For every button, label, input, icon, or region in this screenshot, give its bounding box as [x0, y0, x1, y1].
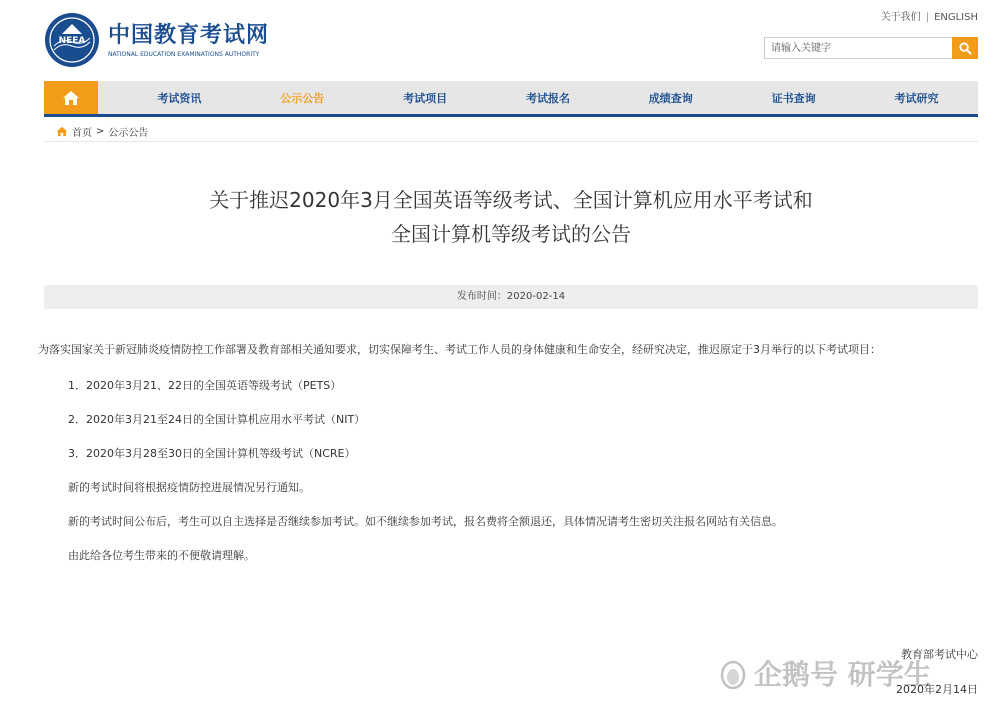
nav-item-announcements[interactable]: 公示公告: [280, 91, 325, 105]
svg-text:NEEA: NEEA: [58, 36, 86, 46]
main-nav: [44, 81, 978, 117]
top-links: [881, 8, 978, 23]
top-links-separator: |: [925, 12, 930, 23]
nav-item-exam-news[interactable]: 考试资讯: [157, 91, 202, 105]
search-icon: [959, 42, 972, 55]
site-logo[interactable]: [44, 12, 269, 68]
breadcrumb-current-link[interactable]: 公示公告: [108, 128, 149, 139]
about-us-link[interactable]: 关于我们: [880, 12, 921, 23]
publish-time-bar: [44, 285, 978, 309]
signature-date: 2020年2月14日: [896, 683, 978, 696]
search-box: [764, 37, 978, 59]
article-title-line2: 全国计算机等级考试的公告: [391, 222, 631, 246]
search-button[interactable]: [952, 37, 978, 59]
article-paragraph-apology: 由此给各位考生带来的不便敬请理解。: [68, 549, 255, 562]
article-paragraph-refund: 新的考试时间公布后，考生可以自主选择是否继续参加考试。如不继续参加考试，报名费将全额退还，具体情况请考生密切关注报名网站有关信息。: [68, 515, 783, 528]
penguin-icon: [718, 657, 748, 689]
article-title-line1: 关于推迟2020年3月全国英语等级考试、全国计算机应用水平考试和: [209, 188, 813, 212]
breadcrumb-home-link[interactable]: 首页: [72, 128, 92, 139]
logo-title-cn: 中国教育考试网: [108, 22, 270, 48]
nav-items: [98, 81, 978, 114]
article-title: [44, 183, 978, 251]
signature-org: 教育部考试中心: [901, 648, 978, 661]
home-icon: [62, 90, 80, 106]
publish-time: 发布时间：2020-02-14: [456, 291, 566, 302]
article-body: [38, 336, 988, 564]
nav-item-score-query[interactable]: 成绩查询: [648, 91, 693, 105]
breadcrumb-divider: [44, 141, 978, 142]
exam-item-1: 1．2020年3月21、22日的全国英语等级考试（PETS）: [68, 379, 342, 392]
article-paragraph-notice: 新的考试时间将根据疫情防控进展情况另行通知。: [68, 481, 310, 494]
exam-item-2: 2．2020年3月21至24日的全国计算机应用水平考试（NIT）: [68, 413, 366, 426]
neea-emblem-icon: [44, 12, 100, 68]
breadcrumb-separator: >: [96, 126, 105, 137]
nav-item-certificate-query[interactable]: 证书查询: [771, 91, 816, 105]
nav-item-exam-research[interactable]: 考试研究: [894, 91, 939, 105]
nav-item-exam-projects[interactable]: 考试项目: [403, 91, 448, 105]
breadcrumb: [56, 124, 148, 139]
article-paragraph-intro: 为落实国家关于新冠肺炎疫情防控工作部署及教育部相关通知要求，切实保障考生、考试工作人员的身体健康和生命安全，经研究决定，推迟原定于3月举行的以下考试项目：: [38, 343, 881, 356]
watermark-text: 企鹅号 研学生: [754, 658, 932, 691]
english-link[interactable]: ENGLISH: [934, 12, 978, 23]
nav-item-registration[interactable]: 考试报名: [525, 91, 570, 105]
logo-title-en: NATIONAL EDUCATION EXAMINATIONS AUTHORITY: [108, 50, 260, 58]
exam-item-3: 3．2020年3月28至30日的全国计算机等级考试（NCRE）: [68, 447, 356, 460]
breadcrumb-home-icon: [56, 126, 68, 137]
nav-home-button[interactable]: [44, 81, 98, 114]
search-input[interactable]: [764, 37, 952, 59]
logo-text: [108, 23, 269, 58]
